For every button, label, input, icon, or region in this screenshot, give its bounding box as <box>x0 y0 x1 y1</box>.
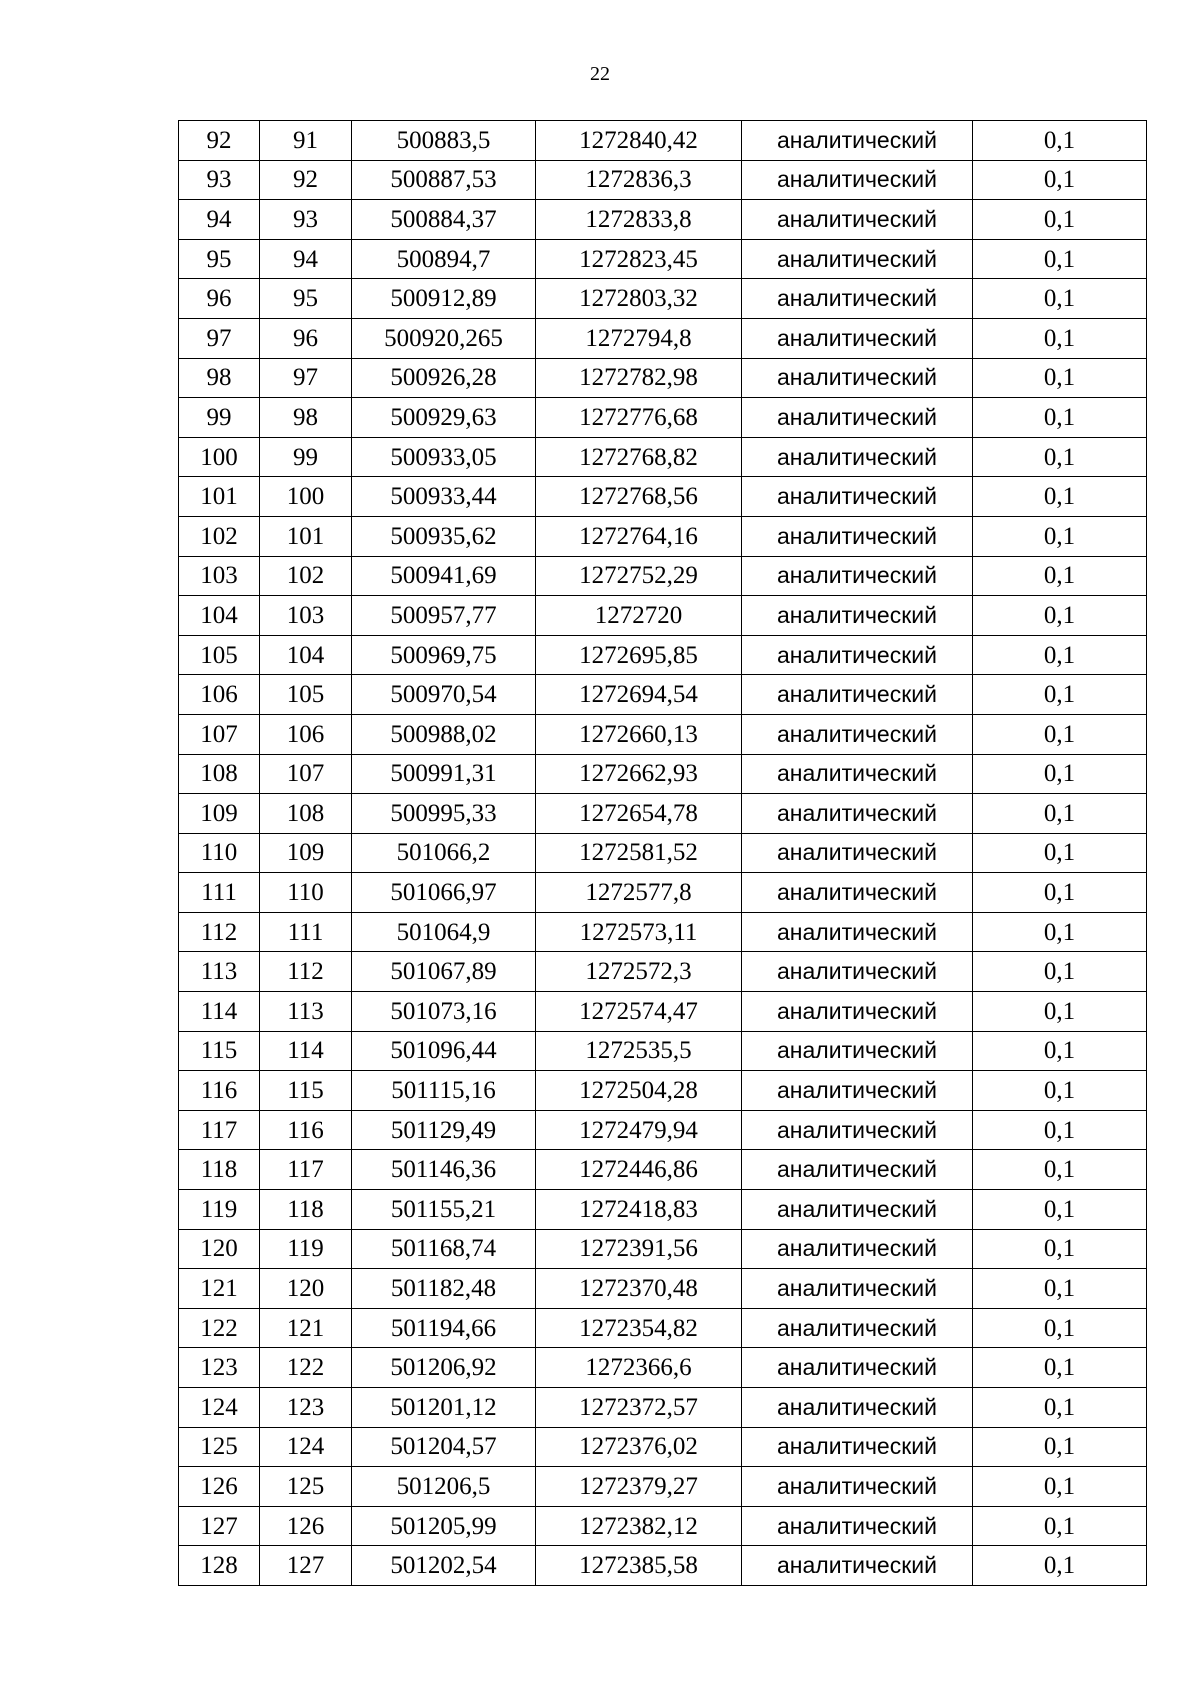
y-coordinate-cell: 1272370,48 <box>536 1269 742 1309</box>
y-coordinate-cell: 1272768,56 <box>536 477 742 517</box>
table-row <box>179 596 1147 636</box>
table-row <box>179 833 1147 873</box>
y-coordinate-cell: 1272662,93 <box>536 754 742 794</box>
y-coordinate-cell: 1272764,16 <box>536 516 742 556</box>
point-number-cell: 115 <box>260 1071 352 1111</box>
accuracy-cell: 0,1 <box>973 318 1147 358</box>
row-index-cell: 103 <box>179 556 260 596</box>
point-number-cell: 125 <box>260 1467 352 1507</box>
method-cell: аналитический <box>742 1269 973 1309</box>
point-number-cell: 123 <box>260 1388 352 1428</box>
y-coordinate-cell: 1272581,52 <box>536 833 742 873</box>
method-cell: аналитический <box>742 754 973 794</box>
table-row <box>179 200 1147 240</box>
table-row <box>179 1269 1147 1309</box>
x-coordinate-cell: 500883,5 <box>352 121 536 161</box>
method-cell: аналитический <box>742 239 973 279</box>
method-cell: аналитический <box>742 794 973 834</box>
x-coordinate-cell: 501206,5 <box>352 1467 536 1507</box>
coordinates-table-body <box>179 121 1147 1586</box>
accuracy-cell: 0,1 <box>973 1269 1147 1309</box>
accuracy-cell: 0,1 <box>973 833 1147 873</box>
point-number-cell: 116 <box>260 1110 352 1150</box>
x-coordinate-cell: 500929,63 <box>352 398 536 438</box>
point-number-cell: 103 <box>260 596 352 636</box>
method-cell: аналитический <box>742 1071 973 1111</box>
method-cell: аналитический <box>742 1546 973 1586</box>
y-coordinate-cell: 1272385,58 <box>536 1546 742 1586</box>
accuracy-cell: 0,1 <box>973 477 1147 517</box>
method-cell: аналитический <box>742 675 973 715</box>
accuracy-cell: 0,1 <box>973 1071 1147 1111</box>
accuracy-cell: 0,1 <box>973 1150 1147 1190</box>
x-coordinate-cell: 501129,49 <box>352 1110 536 1150</box>
method-cell: аналитический <box>742 1427 973 1467</box>
accuracy-cell: 0,1 <box>973 714 1147 754</box>
point-number-cell: 92 <box>260 160 352 200</box>
y-coordinate-cell: 1272782,98 <box>536 358 742 398</box>
method-cell: аналитический <box>742 516 973 556</box>
method-cell: аналитический <box>742 952 973 992</box>
accuracy-cell: 0,1 <box>973 1031 1147 1071</box>
row-index-cell: 105 <box>179 635 260 675</box>
row-index-cell: 106 <box>179 675 260 715</box>
point-number-cell: 98 <box>260 398 352 438</box>
table-row <box>179 1388 1147 1428</box>
y-coordinate-cell: 1272577,8 <box>536 873 742 913</box>
method-cell: аналитический <box>742 1110 973 1150</box>
x-coordinate-cell: 500941,69 <box>352 556 536 596</box>
x-coordinate-cell: 500894,7 <box>352 239 536 279</box>
accuracy-cell: 0,1 <box>973 873 1147 913</box>
accuracy-cell: 0,1 <box>973 754 1147 794</box>
y-coordinate-cell: 1272840,42 <box>536 121 742 161</box>
point-number-cell: 119 <box>260 1229 352 1269</box>
accuracy-cell: 0,1 <box>973 1388 1147 1428</box>
method-cell: аналитический <box>742 1467 973 1507</box>
row-index-cell: 117 <box>179 1110 260 1150</box>
accuracy-cell: 0,1 <box>973 437 1147 477</box>
x-coordinate-cell: 500887,53 <box>352 160 536 200</box>
table-row <box>179 1467 1147 1507</box>
accuracy-cell: 0,1 <box>973 794 1147 834</box>
table-row <box>179 873 1147 913</box>
row-index-cell: 110 <box>179 833 260 873</box>
row-index-cell: 100 <box>179 437 260 477</box>
point-number-cell: 121 <box>260 1308 352 1348</box>
x-coordinate-cell: 500957,77 <box>352 596 536 636</box>
point-number-cell: 127 <box>260 1546 352 1586</box>
accuracy-cell: 0,1 <box>973 1190 1147 1230</box>
accuracy-cell: 0,1 <box>973 556 1147 596</box>
row-index-cell: 112 <box>179 912 260 952</box>
x-coordinate-cell: 500970,54 <box>352 675 536 715</box>
table-row <box>179 239 1147 279</box>
x-coordinate-cell: 501066,2 <box>352 833 536 873</box>
accuracy-cell: 0,1 <box>973 358 1147 398</box>
table-row <box>179 477 1147 517</box>
point-number-cell: 94 <box>260 239 352 279</box>
accuracy-cell: 0,1 <box>973 398 1147 438</box>
point-number-cell: 110 <box>260 873 352 913</box>
row-index-cell: 98 <box>179 358 260 398</box>
x-coordinate-cell: 501182,48 <box>352 1269 536 1309</box>
point-number-cell: 122 <box>260 1348 352 1388</box>
y-coordinate-cell: 1272391,56 <box>536 1229 742 1269</box>
x-coordinate-cell: 500988,02 <box>352 714 536 754</box>
table-row <box>179 754 1147 794</box>
method-cell: аналитический <box>742 358 973 398</box>
method-cell: аналитический <box>742 912 973 952</box>
x-coordinate-cell: 501096,44 <box>352 1031 536 1071</box>
table-row <box>179 1308 1147 1348</box>
accuracy-cell: 0,1 <box>973 1110 1147 1150</box>
y-coordinate-cell: 1272574,47 <box>536 992 742 1032</box>
row-index-cell: 122 <box>179 1308 260 1348</box>
accuracy-cell: 0,1 <box>973 121 1147 161</box>
y-coordinate-cell: 1272768,82 <box>536 437 742 477</box>
row-index-cell: 111 <box>179 873 260 913</box>
row-index-cell: 120 <box>179 1229 260 1269</box>
table-row <box>179 1190 1147 1230</box>
y-coordinate-cell: 1272694,54 <box>536 675 742 715</box>
row-index-cell: 108 <box>179 754 260 794</box>
row-index-cell: 116 <box>179 1071 260 1111</box>
row-index-cell: 126 <box>179 1467 260 1507</box>
point-number-cell: 105 <box>260 675 352 715</box>
row-index-cell: 113 <box>179 952 260 992</box>
method-cell: аналитический <box>742 635 973 675</box>
row-index-cell: 119 <box>179 1190 260 1230</box>
method-cell: аналитический <box>742 596 973 636</box>
table-row <box>179 516 1147 556</box>
row-index-cell: 124 <box>179 1388 260 1428</box>
x-coordinate-cell: 501205,99 <box>352 1506 536 1546</box>
point-number-cell: 101 <box>260 516 352 556</box>
row-index-cell: 114 <box>179 992 260 1032</box>
x-coordinate-cell: 500933,44 <box>352 477 536 517</box>
point-number-cell: 117 <box>260 1150 352 1190</box>
row-index-cell: 107 <box>179 714 260 754</box>
table-row <box>179 952 1147 992</box>
method-cell: аналитический <box>742 992 973 1032</box>
x-coordinate-cell: 501201,12 <box>352 1388 536 1428</box>
table-row <box>179 1071 1147 1111</box>
table-row <box>179 675 1147 715</box>
x-coordinate-cell: 500991,31 <box>352 754 536 794</box>
x-coordinate-cell: 501202,54 <box>352 1546 536 1586</box>
method-cell: аналитический <box>742 1190 973 1230</box>
point-number-cell: 102 <box>260 556 352 596</box>
method-cell: аналитический <box>742 833 973 873</box>
accuracy-cell: 0,1 <box>973 912 1147 952</box>
row-index-cell: 97 <box>179 318 260 358</box>
row-index-cell: 125 <box>179 1427 260 1467</box>
method-cell: аналитический <box>742 1308 973 1348</box>
row-index-cell: 96 <box>179 279 260 319</box>
row-index-cell: 127 <box>179 1506 260 1546</box>
x-coordinate-cell: 500912,89 <box>352 279 536 319</box>
x-coordinate-cell: 500935,62 <box>352 516 536 556</box>
x-coordinate-cell: 500933,05 <box>352 437 536 477</box>
x-coordinate-cell: 501194,66 <box>352 1308 536 1348</box>
coordinates-table <box>178 120 1147 1586</box>
table-row <box>179 1546 1147 1586</box>
y-coordinate-cell: 1272479,94 <box>536 1110 742 1150</box>
row-index-cell: 94 <box>179 200 260 240</box>
row-index-cell: 92 <box>179 121 260 161</box>
row-index-cell: 93 <box>179 160 260 200</box>
accuracy-cell: 0,1 <box>973 1546 1147 1586</box>
method-cell: аналитический <box>742 1031 973 1071</box>
table-row <box>179 1348 1147 1388</box>
point-number-cell: 113 <box>260 992 352 1032</box>
x-coordinate-cell: 500995,33 <box>352 794 536 834</box>
x-coordinate-cell: 501064,9 <box>352 912 536 952</box>
point-number-cell: 95 <box>260 279 352 319</box>
table-row <box>179 437 1147 477</box>
table-row <box>179 1150 1147 1190</box>
y-coordinate-cell: 1272720 <box>536 596 742 636</box>
row-index-cell: 115 <box>179 1031 260 1071</box>
x-coordinate-cell: 501168,74 <box>352 1229 536 1269</box>
point-number-cell: 114 <box>260 1031 352 1071</box>
method-cell: аналитический <box>742 714 973 754</box>
point-number-cell: 104 <box>260 635 352 675</box>
table-row <box>179 1110 1147 1150</box>
y-coordinate-cell: 1272446,86 <box>536 1150 742 1190</box>
row-index-cell: 95 <box>179 239 260 279</box>
method-cell: аналитический <box>742 1229 973 1269</box>
row-index-cell: 123 <box>179 1348 260 1388</box>
row-index-cell: 121 <box>179 1269 260 1309</box>
method-cell: аналитический <box>742 1348 973 1388</box>
y-coordinate-cell: 1272354,82 <box>536 1308 742 1348</box>
y-coordinate-cell: 1272660,13 <box>536 714 742 754</box>
x-coordinate-cell: 501073,16 <box>352 992 536 1032</box>
point-number-cell: 93 <box>260 200 352 240</box>
table-row <box>179 635 1147 675</box>
method-cell: аналитический <box>742 200 973 240</box>
method-cell: аналитический <box>742 1150 973 1190</box>
table-row <box>179 556 1147 596</box>
method-cell: аналитический <box>742 160 973 200</box>
table-row <box>179 279 1147 319</box>
y-coordinate-cell: 1272836,3 <box>536 160 742 200</box>
accuracy-cell: 0,1 <box>973 160 1147 200</box>
accuracy-cell: 0,1 <box>973 992 1147 1032</box>
y-coordinate-cell: 1272535,5 <box>536 1031 742 1071</box>
table-row <box>179 1229 1147 1269</box>
method-cell: аналитический <box>742 1388 973 1428</box>
table-row <box>179 358 1147 398</box>
method-cell: аналитический <box>742 437 973 477</box>
point-number-cell: 100 <box>260 477 352 517</box>
x-coordinate-cell: 500969,75 <box>352 635 536 675</box>
accuracy-cell: 0,1 <box>973 952 1147 992</box>
y-coordinate-cell: 1272654,78 <box>536 794 742 834</box>
row-index-cell: 109 <box>179 794 260 834</box>
method-cell: аналитический <box>742 556 973 596</box>
y-coordinate-cell: 1272752,29 <box>536 556 742 596</box>
table-row <box>179 398 1147 438</box>
table-row <box>179 912 1147 952</box>
accuracy-cell: 0,1 <box>973 516 1147 556</box>
y-coordinate-cell: 1272573,11 <box>536 912 742 952</box>
y-coordinate-cell: 1272823,45 <box>536 239 742 279</box>
accuracy-cell: 0,1 <box>973 200 1147 240</box>
x-coordinate-cell: 500920,265 <box>352 318 536 358</box>
table-row <box>179 121 1147 161</box>
y-coordinate-cell: 1272572,3 <box>536 952 742 992</box>
row-index-cell: 118 <box>179 1150 260 1190</box>
point-number-cell: 118 <box>260 1190 352 1230</box>
table-row <box>179 714 1147 754</box>
method-cell: аналитический <box>742 318 973 358</box>
accuracy-cell: 0,1 <box>973 1348 1147 1388</box>
method-cell: аналитический <box>742 398 973 438</box>
y-coordinate-cell: 1272833,8 <box>536 200 742 240</box>
point-number-cell: 108 <box>260 794 352 834</box>
y-coordinate-cell: 1272372,57 <box>536 1388 742 1428</box>
row-index-cell: 104 <box>179 596 260 636</box>
accuracy-cell: 0,1 <box>973 1506 1147 1546</box>
row-index-cell: 102 <box>179 516 260 556</box>
table-row <box>179 992 1147 1032</box>
y-coordinate-cell: 1272418,83 <box>536 1190 742 1230</box>
x-coordinate-cell: 501146,36 <box>352 1150 536 1190</box>
table-row <box>179 1427 1147 1467</box>
accuracy-cell: 0,1 <box>973 596 1147 636</box>
x-coordinate-cell: 501155,21 <box>352 1190 536 1230</box>
point-number-cell: 124 <box>260 1427 352 1467</box>
y-coordinate-cell: 1272803,32 <box>536 279 742 319</box>
x-coordinate-cell: 500884,37 <box>352 200 536 240</box>
point-number-cell: 112 <box>260 952 352 992</box>
accuracy-cell: 0,1 <box>973 1467 1147 1507</box>
accuracy-cell: 0,1 <box>973 1308 1147 1348</box>
x-coordinate-cell: 501204,57 <box>352 1427 536 1467</box>
y-coordinate-cell: 1272376,02 <box>536 1427 742 1467</box>
y-coordinate-cell: 1272695,85 <box>536 635 742 675</box>
table-row <box>179 160 1147 200</box>
row-index-cell: 128 <box>179 1546 260 1586</box>
x-coordinate-cell: 500926,28 <box>352 358 536 398</box>
y-coordinate-cell: 1272382,12 <box>536 1506 742 1546</box>
point-number-cell: 99 <box>260 437 352 477</box>
x-coordinate-cell: 501115,16 <box>352 1071 536 1111</box>
accuracy-cell: 0,1 <box>973 1229 1147 1269</box>
row-index-cell: 99 <box>179 398 260 438</box>
table-row <box>179 1506 1147 1546</box>
accuracy-cell: 0,1 <box>973 635 1147 675</box>
x-coordinate-cell: 501067,89 <box>352 952 536 992</box>
y-coordinate-cell: 1272794,8 <box>536 318 742 358</box>
accuracy-cell: 0,1 <box>973 279 1147 319</box>
method-cell: аналитический <box>742 1506 973 1546</box>
point-number-cell: 120 <box>260 1269 352 1309</box>
point-number-cell: 96 <box>260 318 352 358</box>
method-cell: аналитический <box>742 121 973 161</box>
accuracy-cell: 0,1 <box>973 1427 1147 1467</box>
x-coordinate-cell: 501206,92 <box>352 1348 536 1388</box>
point-number-cell: 111 <box>260 912 352 952</box>
table-row <box>179 1031 1147 1071</box>
row-index-cell: 101 <box>179 477 260 517</box>
x-coordinate-cell: 501066,97 <box>352 873 536 913</box>
point-number-cell: 106 <box>260 714 352 754</box>
table-row <box>179 318 1147 358</box>
y-coordinate-cell: 1272504,28 <box>536 1071 742 1111</box>
point-number-cell: 91 <box>260 121 352 161</box>
table-row <box>179 794 1147 834</box>
point-number-cell: 107 <box>260 754 352 794</box>
point-number-cell: 97 <box>260 358 352 398</box>
method-cell: аналитический <box>742 477 973 517</box>
method-cell: аналитический <box>742 279 973 319</box>
method-cell: аналитический <box>742 873 973 913</box>
y-coordinate-cell: 1272366,6 <box>536 1348 742 1388</box>
page-number: 22 <box>590 63 610 85</box>
point-number-cell: 126 <box>260 1506 352 1546</box>
accuracy-cell: 0,1 <box>973 239 1147 279</box>
accuracy-cell: 0,1 <box>973 675 1147 715</box>
y-coordinate-cell: 1272776,68 <box>536 398 742 438</box>
point-number-cell: 109 <box>260 833 352 873</box>
y-coordinate-cell: 1272379,27 <box>536 1467 742 1507</box>
